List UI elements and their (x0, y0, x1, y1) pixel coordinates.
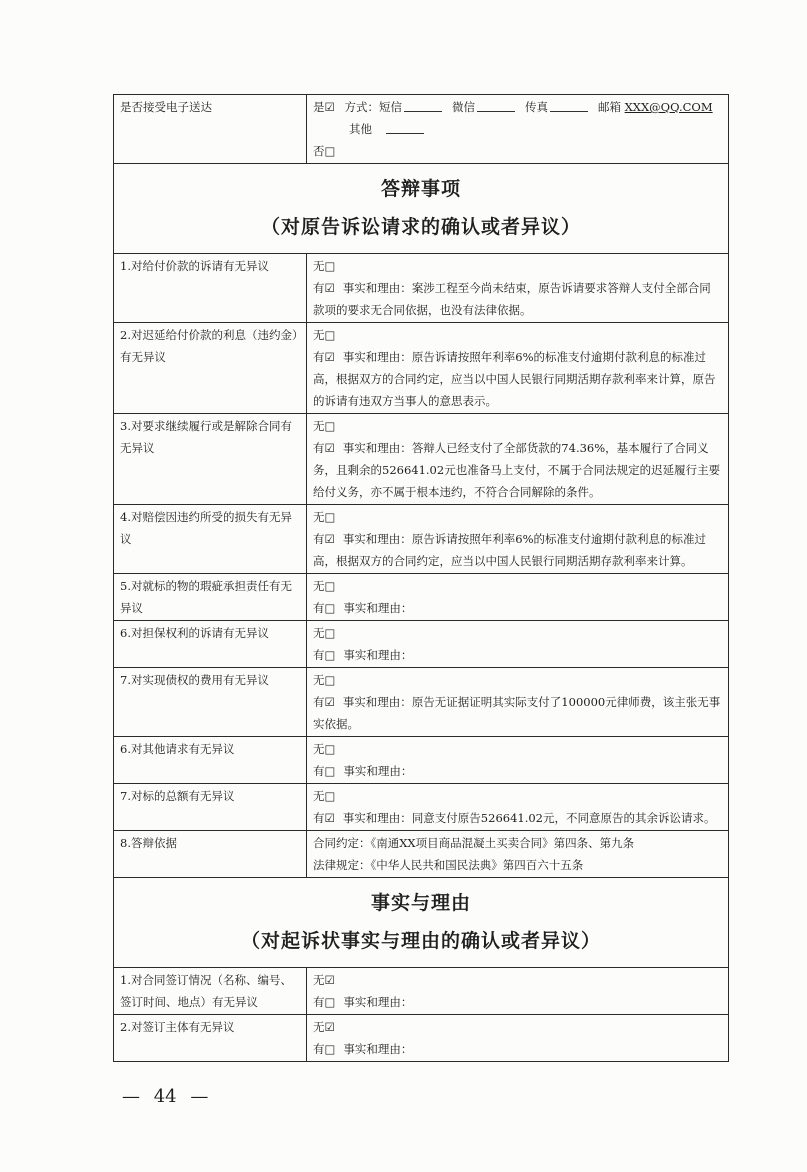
reason-content: 原告诉请按照年利率6%的标准支付逾期付款利息的标准过高，根据双方的合同约定，应当以中国人民银行同期活期存款利率来计算，原告的诉请有违双方当事人的意思表示。 (313, 350, 716, 408)
other-blank[interactable] (386, 121, 424, 134)
reason-text (313, 437, 722, 503)
sms-label: 短信 (378, 100, 402, 114)
service-question: 是否接受电子送达 (114, 95, 307, 164)
fact-row (114, 968, 729, 1015)
defense-row (114, 737, 729, 784)
none-checkbox[interactable]: 无☑ (313, 1020, 335, 1034)
defense-answer (307, 737, 729, 784)
fact-row (114, 1015, 729, 1062)
defense-row (114, 323, 729, 414)
basis-answer (307, 831, 729, 878)
none-checkbox[interactable]: 无□ (313, 626, 336, 640)
reason-text (313, 691, 722, 735)
section2-heading-row (114, 878, 729, 968)
service-answer (307, 95, 729, 164)
section1-title: 答辩事项 (380, 178, 461, 200)
defense-question: 4.对赔偿因违约所受的损失有无异议 (114, 505, 307, 574)
reason-content: 原告诉请按照年利率6%的标准支付逾期付款利息的标准过高，根据双方的合同约定，应当以中国人民银行同期活期存款利率来计算。 (313, 532, 707, 568)
defense-row (114, 784, 729, 831)
reason-text (313, 597, 722, 619)
has-checkbox[interactable]: 有□ (313, 648, 336, 662)
none-checkbox[interactable]: 无□ (313, 789, 336, 803)
has-checkbox[interactable]: 有□ (313, 1042, 336, 1056)
service-no-checkbox[interactable]: 否□ (313, 144, 336, 158)
fact-question: 1.对合同签订情况（名称、编号、签订时间、地点）有无异议 (114, 968, 307, 1015)
defense-answer (307, 254, 729, 323)
defense-answer (307, 574, 729, 621)
basis-question: 8.答辩依据 (114, 831, 307, 878)
defense-row (114, 505, 729, 574)
reason-content: 案涉工程至今尚未结束，原告诉请要求答辩人支付全部合同款项的要求无合同依据，也没有法律依据。 (313, 281, 711, 317)
fact-answer (307, 1015, 729, 1062)
defense-answer (307, 505, 729, 574)
page-footer (118, 1086, 212, 1107)
none-checkbox[interactable]: 无□ (313, 259, 336, 273)
footer-dash-left: — (122, 1086, 140, 1107)
defense-answer (307, 414, 729, 505)
footer-dash-right: — (190, 1086, 209, 1107)
reason-text (313, 277, 722, 321)
reason-label: 事实和理由： (342, 532, 412, 546)
defense-answer (307, 784, 729, 831)
method-label: 方式： (344, 100, 379, 114)
defense-row (114, 668, 729, 737)
section2-subtitle: （对起诉状事实与理由的确认或者异议） (240, 930, 601, 952)
none-checkbox[interactable]: 无□ (313, 510, 336, 524)
wechat-label: 微信 (451, 100, 475, 114)
none-checkbox[interactable]: 无□ (313, 673, 336, 687)
none-checkbox[interactable]: 无□ (313, 419, 336, 433)
section1-heading-row (114, 164, 729, 254)
reason-label: 事实和理由： (342, 281, 412, 295)
page-number: 44 (153, 1086, 177, 1107)
reason-label: 事实和理由： (343, 648, 413, 662)
reason-text (313, 1038, 722, 1060)
reason-text (313, 346, 722, 412)
fact-question: 2.对签订主体有无异议 (114, 1015, 307, 1062)
reason-content: 答辩人已经支付了全部货款的74.36%，基本履行了合同义务，且剩余的526641.02元也准备马上支付，不属于合同法规定的迟延履行主要给付义务，亦不属于根本违约，不符合合同解除的条件。 (313, 441, 721, 499)
email-label: 邮箱 (597, 100, 621, 114)
reason-text (313, 760, 722, 782)
reason-content: 原告无证据证明其实际支付了100000元律师费，该主张无事实依据。 (313, 695, 721, 731)
reason-label: 事实和理由： (342, 695, 412, 709)
sms-blank[interactable] (404, 99, 442, 112)
reason-text (313, 807, 722, 829)
none-checkbox[interactable]: 无□ (313, 579, 336, 593)
email-value: XXX@QQ.COM (624, 100, 713, 114)
defense-question: 1.对给付价款的诉请有无异议 (114, 254, 307, 323)
reason-content: 同意支付原告526641.02元，不同意原告的其余诉讼请求。 (411, 811, 716, 825)
has-checkbox[interactable]: 有□ (313, 995, 336, 1009)
has-checkbox[interactable]: 有□ (313, 601, 336, 615)
section2-title: 事实与理由 (370, 892, 471, 914)
has-checkbox[interactable]: 有☑ (313, 350, 335, 364)
basis-contract: 合同约定：《南通XX项目商品混凝土买卖合同》第四条、第九条 (313, 836, 635, 850)
reason-label: 事实和理由： (343, 1042, 413, 1056)
has-checkbox[interactable]: 有☑ (313, 811, 335, 825)
has-checkbox[interactable]: 有☑ (313, 695, 335, 709)
reason-label: 事实和理由： (343, 995, 413, 1009)
defense-answer (307, 621, 729, 668)
none-checkbox[interactable]: 无□ (313, 328, 336, 342)
has-checkbox[interactable]: 有□ (313, 764, 336, 778)
section1-subtitle: （对原告诉讼请求的确认或者异议） (260, 216, 581, 238)
defense-row (114, 621, 729, 668)
reason-text (313, 528, 722, 572)
fax-blank[interactable] (550, 99, 588, 112)
none-checkbox[interactable]: 无☑ (313, 973, 335, 987)
defense-row (114, 254, 729, 323)
none-checkbox[interactable]: 无□ (313, 742, 336, 756)
fax-label: 传真 (524, 100, 548, 114)
fact-answer (307, 968, 729, 1015)
defense-question: 6.对其他请求有无异议 (114, 737, 307, 784)
reason-text (313, 644, 722, 666)
other-label: 其他 (349, 122, 372, 136)
defense-form-table (113, 94, 729, 1062)
defense-question: 6.对担保权利的诉请有无异议 (114, 621, 307, 668)
has-checkbox[interactable]: 有☑ (313, 532, 335, 546)
reason-text (313, 991, 722, 1013)
defense-question: 3.对要求继续履行或是解除合同有无异议 (114, 414, 307, 505)
service-row (114, 95, 729, 164)
basis-law: 法律规定：《中华人民共和国民法典》第四百六十五条 (313, 858, 584, 872)
reason-label: 事实和理由： (343, 601, 413, 615)
defense-row (114, 414, 729, 505)
wechat-blank[interactable] (477, 99, 515, 112)
service-yes-checkbox[interactable]: 是☑ (313, 100, 335, 114)
service-method-line (313, 96, 722, 118)
reason-label: 事实和理由： (342, 441, 412, 455)
defense-question: 2.对迟延给付价款的利息（违约金）有无异议 (114, 323, 307, 414)
defense-question: 5.对就标的物的瑕疵承担责任有无异议 (114, 574, 307, 621)
defense-question: 7.对标的总额有无异议 (114, 784, 307, 831)
defense-row (114, 574, 729, 621)
has-checkbox[interactable]: 有☑ (313, 281, 335, 295)
defense-question: 7.对实现债权的费用有无异议 (114, 668, 307, 737)
reason-label: 事实和理由： (343, 764, 413, 778)
defense-answer (307, 323, 729, 414)
reason-label: 事实和理由： (342, 350, 412, 364)
defense-answer (307, 668, 729, 737)
service-other-line (313, 118, 722, 140)
basis-row (114, 831, 729, 878)
has-checkbox[interactable]: 有☑ (313, 441, 335, 455)
reason-label: 事实和理由： (342, 811, 412, 825)
